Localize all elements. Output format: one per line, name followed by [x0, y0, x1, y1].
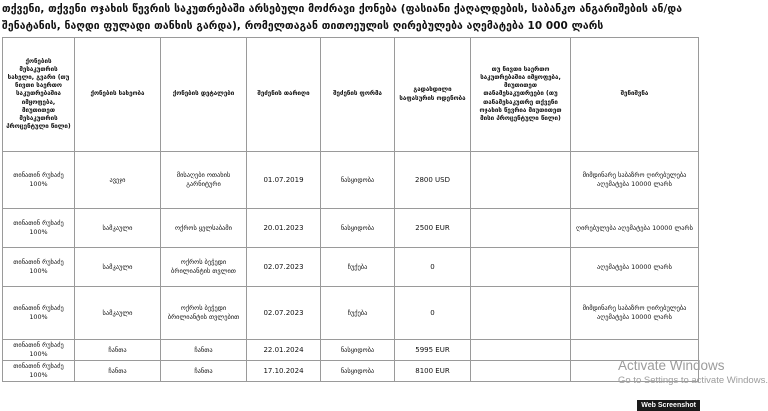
header-price: გადახდილი საფასურის ოდენობა [395, 38, 471, 152]
cell-type: სამკაული [75, 248, 161, 287]
cell-co-owners [471, 340, 571, 361]
cell-date: 17.10.2024 [247, 361, 321, 382]
cell-date: 22.01.2024 [247, 340, 321, 361]
cell-co-owners [471, 152, 571, 209]
cell-price: 2800 USD [395, 152, 471, 209]
cell-date: 02.07.2023 [247, 248, 321, 287]
cell-owner: თინათინ რუხაძე 100% [3, 361, 75, 382]
cell-owner: თინათინ რუხაძე 100% [3, 287, 75, 340]
cell-price: 8100 EUR [395, 361, 471, 382]
cell-form: ჩუქება [321, 248, 395, 287]
cell-details: ჩანთა [161, 361, 247, 382]
header-owner: ქონების მესაკუთრის სახელი, გვარი (თუ ნივთი საერთო საკუთრებაშია იმყოფება, მიუთითეთ მესაკუთრის პროცენტული წილი) [3, 38, 75, 152]
cell-form: ნასყიდობა [321, 209, 395, 248]
cell-note: აღემატება 10000 ლარს [571, 248, 699, 287]
header-form: შეძენის ფორმა [321, 38, 395, 152]
cell-type: სამკაული [75, 287, 161, 340]
watermark-title: Activate Windows [618, 358, 725, 373]
cell-date: 20.01.2023 [247, 209, 321, 248]
cell-details: ოქროს ბეჭედი ბრილიანტის თვლით [161, 248, 247, 287]
cell-details: ჩანთა [161, 340, 247, 361]
cell-form: ნასყიდობა [321, 340, 395, 361]
cell-type: სამკაული [75, 209, 161, 248]
table-row [3, 361, 699, 382]
cell-details: ოქროს ყელსაბამი [161, 209, 247, 248]
cell-details: მისაღები ოთახის გარნიტური [161, 152, 247, 209]
table-row [3, 287, 699, 340]
watermark-subtitle: Go to Settings to activate Windows. [618, 375, 768, 386]
cell-co-owners [471, 361, 571, 382]
cell-price: 5995 EUR [395, 340, 471, 361]
movable-property-table [2, 37, 699, 382]
cell-owner: თინათინ რუხაძე 100% [3, 152, 75, 209]
cell-date: 01.07.2019 [247, 152, 321, 209]
cell-price: 2500 EUR [395, 209, 471, 248]
cell-form: ნასყიდობა [321, 152, 395, 209]
table-row [3, 209, 699, 248]
header-note: შენიშვნა [571, 38, 699, 152]
cell-type: ჩანთა [75, 340, 161, 361]
header-co-owners: თუ ნივთი საერთო საკუთრებაშია იმყოფება, მიუთითეთ თანამესაკუთრეები (თუ თანამესაკუთრე თქვენი ოჯახის წევრია მიუთითეთ მისი პროცენტული წილი) [471, 38, 571, 152]
cell-type: ავეჯი [75, 152, 161, 209]
cell-price: 0 [395, 287, 471, 340]
web-screenshot-badge: Web Screenshot [637, 400, 700, 411]
activate-windows-watermark [618, 358, 768, 386]
cell-note: ღირებულება აღემატება 10000 ლარს [571, 209, 699, 248]
cell-details: ოქროს ბეჭედი ბრილიანტის თვლებით [161, 287, 247, 340]
cell-price: 0 [395, 248, 471, 287]
section-heading: თქვენი, თქვენი ოჯახის წევრის საკუთრებაში არსებული მოძრავი ქონება (ფასიანი ქაღალდების, საბანკო ანგარიშების ან/და შენატანის, ნაღდი ფულადი თანხის გარდა), რომელთაგან თითოეულის ღირებულება აღემატება 10 000 ლარს [2, 3, 683, 32]
cell-note: მიმდინარე საბაზრო ღირებულება აღემატება 10000 ლარს [571, 152, 699, 209]
cell-co-owners [471, 209, 571, 248]
cell-co-owners [471, 248, 571, 287]
cell-date: 02.07.2023 [247, 287, 321, 340]
table-header-row [3, 38, 699, 152]
cell-note: მიმდინარე საბაზრო ღირებულება აღემატება 10000 ლარს [571, 287, 699, 340]
table-row [3, 248, 699, 287]
cell-co-owners [471, 287, 571, 340]
cell-type: ჩანთა [75, 361, 161, 382]
header-details: ქონების დეტალები [161, 38, 247, 152]
cell-form: ჩუქება [321, 287, 395, 340]
table-row [3, 152, 699, 209]
header-type: ქონების სახეობა [75, 38, 161, 152]
header-date: შეძენის თარიღი [247, 38, 321, 152]
cell-owner: თინათინ რუხაძე 100% [3, 340, 75, 361]
cell-form: ნასყიდობა [321, 361, 395, 382]
cell-owner: თინათინ რუხაძე 100% [3, 248, 75, 287]
cell-owner: თინათინ რუხაძე 100% [3, 209, 75, 248]
table-row [3, 340, 699, 361]
